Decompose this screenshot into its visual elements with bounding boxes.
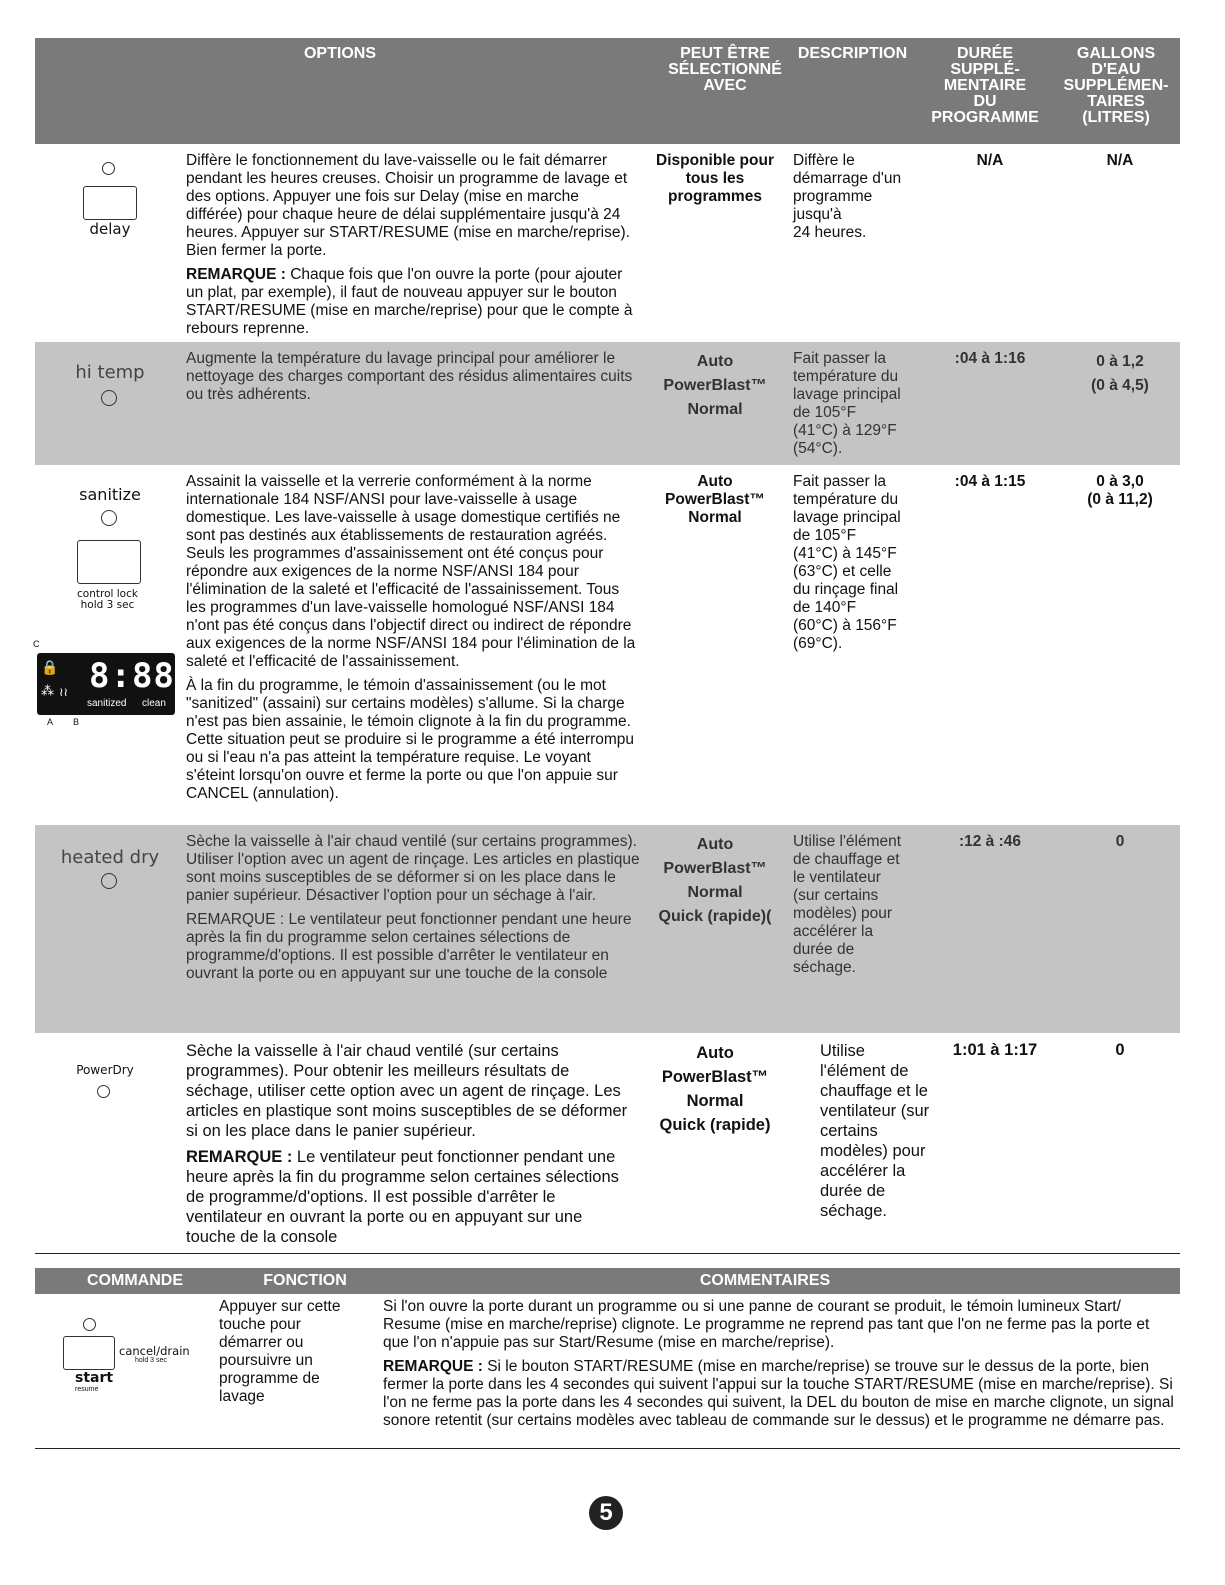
row-powerdry	[35, 1033, 1180, 1253]
sanitize-indicator-light	[101, 510, 117, 526]
heated-dry-button[interactable]	[101, 873, 117, 889]
display-clean: clean	[142, 698, 166, 709]
row-sanitize	[35, 465, 1180, 825]
heated-dry-selectable: Auto PowerBlast™ Normal Quick (rapide)(	[658, 836, 772, 925]
hi-temp-water: 0 à 1,2 (0 à 4,5)	[1091, 353, 1149, 394]
bottom-divider-line	[35, 1448, 1180, 1449]
hi-temp-button[interactable]	[101, 390, 117, 406]
delay-note-label: REMARQUE :	[186, 266, 286, 283]
delay-text-block	[186, 152, 636, 338]
marker-c: C	[33, 639, 40, 649]
row-heated-dry	[35, 825, 1180, 1033]
heated-dry-text-block	[186, 833, 641, 983]
sanitize-selectable: Auto PowerBlast™ Normal	[665, 473, 765, 526]
cancel-drain-label: cancel/drain	[119, 1344, 190, 1358]
hi-temp-text: Augmente la température du lavage principal pour améliorer le nettoyage des charges comportant des résidus alimentaires cuits ou très adhérents.	[186, 350, 633, 403]
cancel-drain-sub: hold 3 sec	[135, 1357, 167, 1364]
start-comment: Si l'on ouvre la porte durant un programme ou si une panne de courant se produit, le témoin lumineux Start/ Resume (mise en marche/reprise) clignote. Le programme ne reprend pas tant que l'on ne ferme pas la porte et que l'on n'appuie pas sur Start/Resume (mise en marche/reprise).	[383, 1298, 1150, 1351]
start-indicator-light	[83, 1318, 96, 1331]
header-function: FONCTION	[263, 1272, 347, 1289]
powerdry-text-block	[186, 1041, 631, 1247]
start-note: Si le bouton START/RESUME (mise en marche/reprise) se trouve sur le dessus de la porte, bien fermer la porte dans les 4 secondes qui suivent l'appui sur la touche START/RESUME (mise en marche/reprise). Si l'on ne ferme pas la porte dans les 4 secondes qui suivent, la DEL du bouton de mise en marche clignote, un signal sonore retentit (sur certains modèles avec tableau de commande sur le dessus) et le programme ne démarre pas.	[383, 1358, 1174, 1429]
powerdry-time: 1:01 à 1:17	[952, 1041, 1038, 1059]
lock-icon: 🔒	[41, 659, 59, 675]
status-display	[37, 653, 175, 715]
delay-text: Diffère le fonctionnement du lave-vaisselle ou le fait démarrer pendant les heures creuses. Choisir un programme de lavage et des options. Appuyer une fois sur Delay (mise en marche différée) pour chaque heure de délai supplémentaire jusqu'à 24 heures. Appuyer sur START/RESUME (mise en marche/reprise). Bien fermer la porte.	[186, 152, 630, 259]
command-table-header	[35, 1268, 1180, 1294]
marker-a: A	[47, 717, 54, 727]
hi-temp-description: Fait passer la température du lavage principal de 105°F (41°C) à 129°F (54°C).	[793, 350, 901, 457]
powerdry-note-label: REMARQUE :	[186, 1148, 293, 1166]
heated-dry-water: 0	[1115, 833, 1125, 850]
sanitize-time: :04 à 1:15	[954, 473, 1026, 490]
header-description: DESCRIPTION	[797, 45, 908, 62]
row-start	[35, 1294, 1180, 1446]
delay-water: N/A	[1106, 152, 1134, 169]
delay-label: delay	[89, 220, 131, 238]
divider-line	[35, 1253, 1180, 1254]
powerdry-text: Sèche la vaisselle à l'air chaud ventilé (sur certains programmes). Pour obtenir les meilleurs résultats de séchage, utiliser cette option avec un agent de rinçage. Les articles en plastique sont moins susceptibles de se déformer si on les place dans le panier supérieur.	[186, 1042, 628, 1140]
powerdry-selectable: Auto PowerBlast™ Normal Quick (rapide)	[659, 1044, 771, 1134]
heated-dry-description: Utilise l'élément de chauffage et le ventilateur (sur certains modèles) pour accélérer la durée de séchage.	[793, 833, 902, 976]
hi-temp-time: :04 à 1:16	[954, 350, 1026, 367]
display-digits: 8:88	[89, 656, 175, 696]
header-extra-water: GALLONS D'EAU SUPPLÉMEN- TAIRES (LITRES)	[1063, 45, 1169, 126]
sanitize-button[interactable]	[77, 540, 141, 584]
delay-button[interactable]	[83, 186, 137, 220]
start-function: Appuyer sur cette touche pour démarrer ou poursuivre un programme de lavage	[219, 1298, 341, 1405]
powerdry-water: 0	[1115, 1041, 1125, 1059]
spray-icon: ⁂	[41, 683, 54, 698]
heated-dry-time: :12 à :46	[958, 833, 1022, 850]
header-command: COMMANDE	[87, 1272, 183, 1289]
control-lock-label: control lock hold 3 sec	[77, 588, 138, 611]
sanitize-text-2: À la fin du programme, le témoin d'assainissement (ou le mot "sanitized" (assaini) sur certains modèles) s'allume. Si la charge n'est pas bien assainie, le témoin clignote à la fin du programme. Cette situation peut se produire si le programme a été interrompu ou si l'eau n'a pas atteint la température requise. Le voyant s'éteint lorsqu'on ouvre et ferme la porte ou que l'on appuie sur CANCEL (annulation).	[186, 677, 635, 802]
powerdry-label: PowerDry	[76, 1063, 134, 1077]
powerdry-button[interactable]	[97, 1085, 110, 1098]
delay-indicator-light	[102, 162, 115, 175]
header-comments: COMMENTAIRES	[699, 1272, 831, 1289]
start-label: start	[75, 1370, 114, 1386]
delay-selectable: Disponible pour tous les programmes	[656, 152, 774, 205]
sanitize-text-block	[186, 473, 641, 803]
dry-icon: ≀≀	[59, 685, 68, 699]
heated-dry-label: heated dry	[60, 847, 160, 868]
delay-time: N/A	[976, 152, 1004, 169]
hi-temp-selectable: Auto PowerBlast™ Normal	[663, 353, 767, 418]
sanitize-label: sanitize	[79, 485, 141, 504]
start-sub: resume	[75, 1386, 99, 1393]
start-comment-block	[383, 1298, 1175, 1430]
delay-description: Diffère le démarrage d'un programme jusqu'à 24 heures.	[793, 152, 902, 241]
heated-dry-text: Sèche la vaisselle à l'air chaud ventilé (sur certains programmes). Utiliser l'option avec un agent de rinçage. Les articles en plastique sont moins susceptibles de se déformer si on les place dans le panier supérieur. Désactiver l'option pour un séchage à l'air.	[186, 833, 640, 904]
display-sanitized: sanitized	[87, 698, 127, 709]
header-selectable-with: PEUT ÊTRE SÉLECTIONNÉ AVEC	[668, 45, 782, 94]
options-table-header	[35, 38, 1180, 144]
powerdry-note: Le ventilateur peut fonctionner pendant une heure après la fin du programme selon certaines sélections de programme/d'options. Il est possible d'arrêter le ventilateur en ouvrant la porte ou en appuyant sur une touche de la console	[186, 1148, 619, 1246]
header-options: OPTIONS	[303, 45, 376, 62]
sanitize-water: 0 à 3,0 (0 à 11,2)	[1087, 473, 1153, 508]
sanitize-description: Fait passer la température du lavage principal de 105°F (41°C) à 145°F (63°C) et celle du rinçage final de 140°F (60°C) à 156°F (69°C).	[793, 473, 901, 652]
page-number-badge	[589, 1496, 623, 1530]
heated-dry-note: REMARQUE : Le ventilateur peut fonctionner pendant une heure après la fin du programme selon certaines sélections de programme/d'options. Il est possible d'arrêter le ventilateur en ouvrant la porte ou en appuyant sur une touche de la console	[186, 911, 632, 982]
sanitize-text: Assainit la vaisselle et la verrerie conformément à la norme internationale 184 NSF/ANSI pour lave-vaisselle à usage domestique. Les lave-vaisselle à usage domestique certifiés ne sont pas destinés aux établissements de restauration agréés. Seuls les programmes d'assainissement ont été conçus pour répondre aux exigences de la norme NSF/ANSI 184 pour l'élimination de la saleté et l'efficacité de l'assainissement. Tous les programmes d'un lave-vaisselle homologué NSF/ANSI 184 n'ont pas été conçus dans l'objectif direct ou indirect de répondre aux exigences de la norme NSF/ANSI 184 pour l'élimination de la saleté et l'efficacité de l'assainissement.	[186, 473, 636, 670]
row-hi-temp	[35, 342, 1180, 465]
powerdry-description: Utilise l'élément de chauffage et le ventilateur (sur certains modèles) pour accélérer la durée de séchage.	[820, 1042, 930, 1220]
start-button[interactable]	[63, 1336, 115, 1370]
start-note-label: REMARQUE :	[383, 1358, 483, 1375]
page-number: 5	[599, 1499, 613, 1526]
delay-note: Chaque fois que l'on ouvre la porte (pour ajouter un plat, par exemple), il faut de nouveau appuyer sur le bouton START/RESUME (mise en marche/reprise) pour que le compte à rebours reprenne.	[186, 266, 633, 337]
row-delay	[35, 144, 1180, 342]
hi-temp-label: hi temp	[75, 362, 145, 383]
marker-b: B	[73, 717, 80, 727]
header-extra-time: DURÉE SUPPLÉ- MENTAIRE DU PROGRAMME	[931, 45, 1039, 126]
